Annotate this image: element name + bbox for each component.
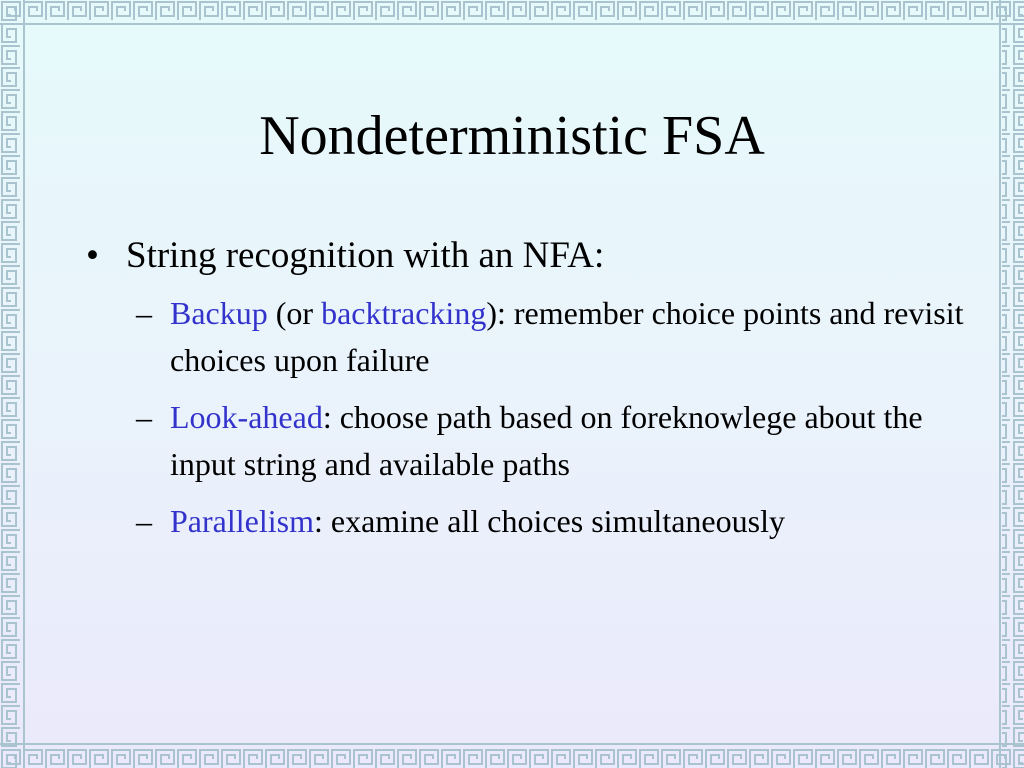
sub-item-backup: [86, 290, 966, 384]
term-backup: Backup: [170, 295, 268, 331]
bullet-marker: •: [86, 235, 99, 276]
description-text: ): remember choice points and revisit choices upon failure: [170, 295, 964, 378]
term-look-ahead: Look-ahead: [170, 399, 323, 435]
slide-content: [86, 232, 966, 555]
slide-title: Nondeterministic FSA: [259, 105, 765, 167]
connector-text: (or: [267, 295, 322, 331]
dash-marker: –: [136, 295, 152, 331]
term-parallelism: Parallelism: [170, 503, 314, 539]
sub-bullet-list: [86, 290, 966, 545]
dash-marker: –: [136, 399, 152, 435]
description-text: : examine all choices simultaneously: [313, 503, 785, 539]
sub-item-parallelism: [86, 498, 966, 545]
bullet-text: String recognition with an NFA:: [126, 235, 605, 276]
sub-item-look-ahead: [86, 394, 966, 488]
description-text: : choose path based on foreknowlege about the input string and available paths: [170, 399, 923, 482]
term-backtracking: backtracking: [321, 295, 487, 331]
bullet-item: [86, 232, 966, 280]
dash-marker: –: [136, 503, 152, 539]
